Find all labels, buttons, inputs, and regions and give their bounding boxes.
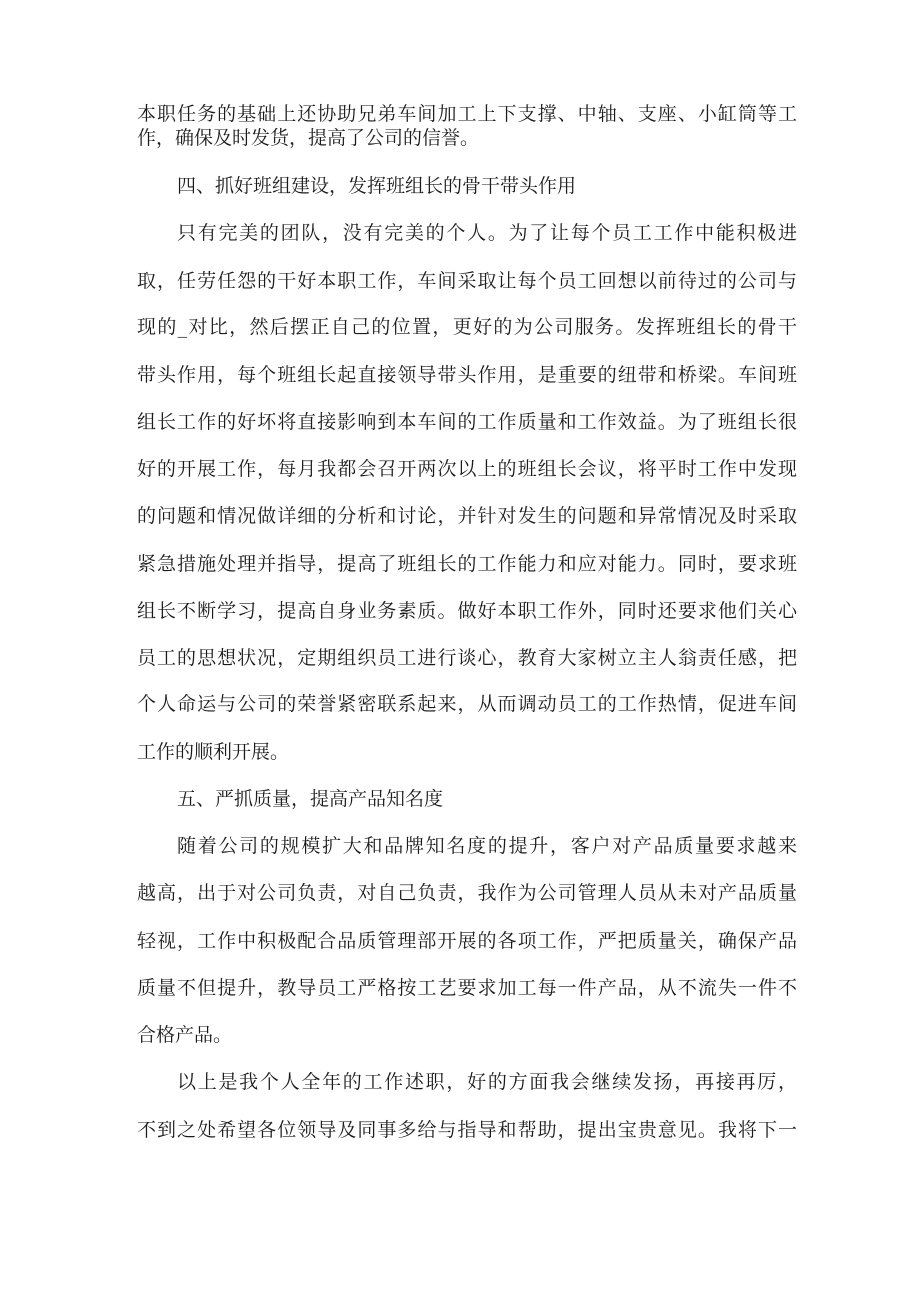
text-line: 越高，出于对公司负责，对自己负责，我作为公司管理人员从未对产品质量 [137,882,797,904]
text-line: 好的开展工作，每月我都会召开两次以上的班组长会议，将平时工作中发现 [137,458,797,480]
text-line: 组长不断学习，提高自身业务素质。做好本职工作外，同时还要求他们关心 [137,600,797,622]
text-line: 个人命运与公司的荣誉紧密联系起来，从而调动员工的工作热情，促进车间 [137,693,797,715]
text-line: 的问题和情况做详细的分析和讨论，并针对发生的问题和异常情况及时采取 [137,505,797,527]
text-line: 取，任劳任怨的干好本职工作，车间采取让每个员工回想以前待过的公司与 [137,270,797,292]
text-line: 随着公司的规模扩大和品牌知名度的提升，客户对产品质量要求越来 [177,835,797,857]
text-line: 工作的顺利开展。 [137,741,290,763]
text-line: 质量不但提升，教导员工严格按工艺要求加工每一件产品，从不流失一件不 [137,977,797,999]
text-line: 不到之处希望各位领导及同事多给与指导和帮助，提出宝贵意见。我将下一 [137,1119,797,1141]
text-line: 带头作用，每个班组长起直接领导带头作用，是重要的纽带和桥梁。车间班 [137,364,797,386]
text-line: 紧急措施处理并指导，提高了班组长的工作能力和应对能力。同时，要求班 [137,553,797,575]
text-line: 员工的思想状况，定期组织员工进行谈心，教育大家树立主人翁责任感，把 [137,647,797,669]
text-line: 组长工作的好坏将直接影响到本车间的工作质量和工作效益。为了班组长很 [137,411,797,433]
section-heading: 五、严抓质量，提高产品知名度 [177,788,444,810]
section-heading: 四、抓好班组建设，发挥班组长的骨干带头作用 [177,175,577,197]
text-line: 作，确保及时发货，提高了公司的信誉。 [137,127,480,149]
text-line: 轻视，工作中积极配合品质管理部开展的各项工作，严把质量关，确保产品 [137,930,797,952]
text-line: 合格产品。 [137,1024,233,1046]
text-line: 只有完美的团队，没有完美的个人。为了让每个员工工作中能积极进 [177,222,797,244]
text-line: 本职任务的基础上还协助兄弟车间加工上下支撑、中轴、支座、小缸筒等工 [137,103,797,125]
text-line: 现的_对比，然后摆正自己的位置，更好的为公司服务。发挥班组长的骨干 [137,316,797,338]
text-line: 以上是我个人全年的工作述职，好的方面我会继续发扬，再接再厉， [177,1071,797,1093]
